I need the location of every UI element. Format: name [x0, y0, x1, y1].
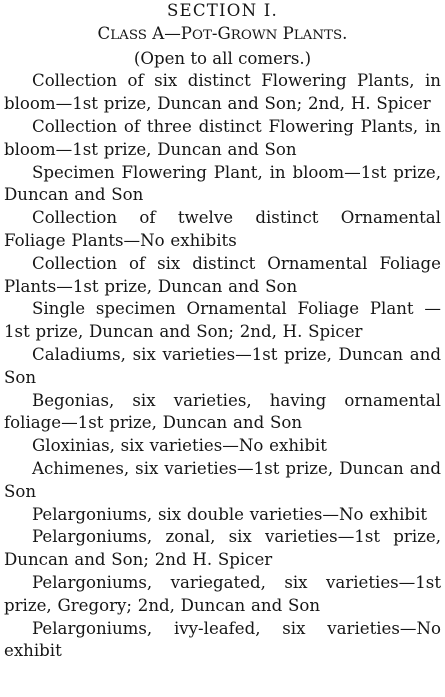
- prize-entry: Collection of six distinct Flowering Plants, in bloom—1st prize, Duncan and Son; 2nd, H. Spicer: [4, 71, 441, 114]
- class-heading-small-caps-3: ROWN: [230, 27, 278, 43]
- section-heading: SECTION I.: [166, 1, 279, 20]
- class-heading-small-caps-1: LASS: [110, 27, 147, 43]
- prize-entry: Pelargoniums, variegated, six varieties—1st prize, Gregory; 2nd, Duncan and Son: [4, 572, 441, 615]
- class-heading-mid3: P: [277, 23, 294, 43]
- class-heading-small-caps-4: LANTS: [293, 27, 343, 43]
- class-heading-suffix: .: [342, 23, 348, 43]
- class-heading-small-caps-2: OT: [191, 27, 212, 43]
- prize-entry: Specimen Flowering Plant, in bloom—1st prize, Duncan and Son: [4, 162, 441, 205]
- class-heading-mid2: -G: [211, 23, 231, 43]
- prize-entry: Achimenes, six varieties—1st prize, Duncan and Son: [4, 458, 441, 501]
- prize-entry: Collection of three distinct Flowering Plants, in bloom—1st prize, Duncan and Son: [4, 116, 441, 159]
- prize-entry: Gloxinias, six varieties—No exhibit: [32, 436, 327, 456]
- prize-entry: Begonias, six varieties, having ornamental foliage—1st prize, Duncan and Son: [4, 390, 441, 433]
- class-heading: [4, 23, 441, 48]
- prize-entry: Pelargoniums, zonal, six varieties—1st prize, Duncan and Son; 2nd H. Spicer: [4, 527, 441, 570]
- class-heading-prefix: C: [97, 23, 111, 43]
- newspaper-column: [4, 0, 441, 663]
- prize-entry: Collection of twelve distinct Ornamental Foliage Plants—No exhibits: [4, 208, 441, 250]
- prize-entry: Pelargoniums, six double varieties—No exhibit: [32, 504, 428, 524]
- open-note: (Open to all comers.): [133, 48, 312, 68]
- class-heading-mid: A—P: [146, 23, 192, 43]
- prize-entry: Single specimen Ornamental Foliage Plant —1st prize, Duncan and Son; 2nd, H. Spicer: [4, 299, 441, 342]
- prize-entry: Pelargoniums, ivy-leafed, six varieties—No exhibit: [4, 618, 441, 661]
- prize-entry: Caladiums, six varieties—1st prize, Duncan and Son: [4, 344, 441, 387]
- prize-entry: Collection of six distinct Ornamental Foliage Plants—1st prize, Duncan and Son: [4, 253, 441, 296]
